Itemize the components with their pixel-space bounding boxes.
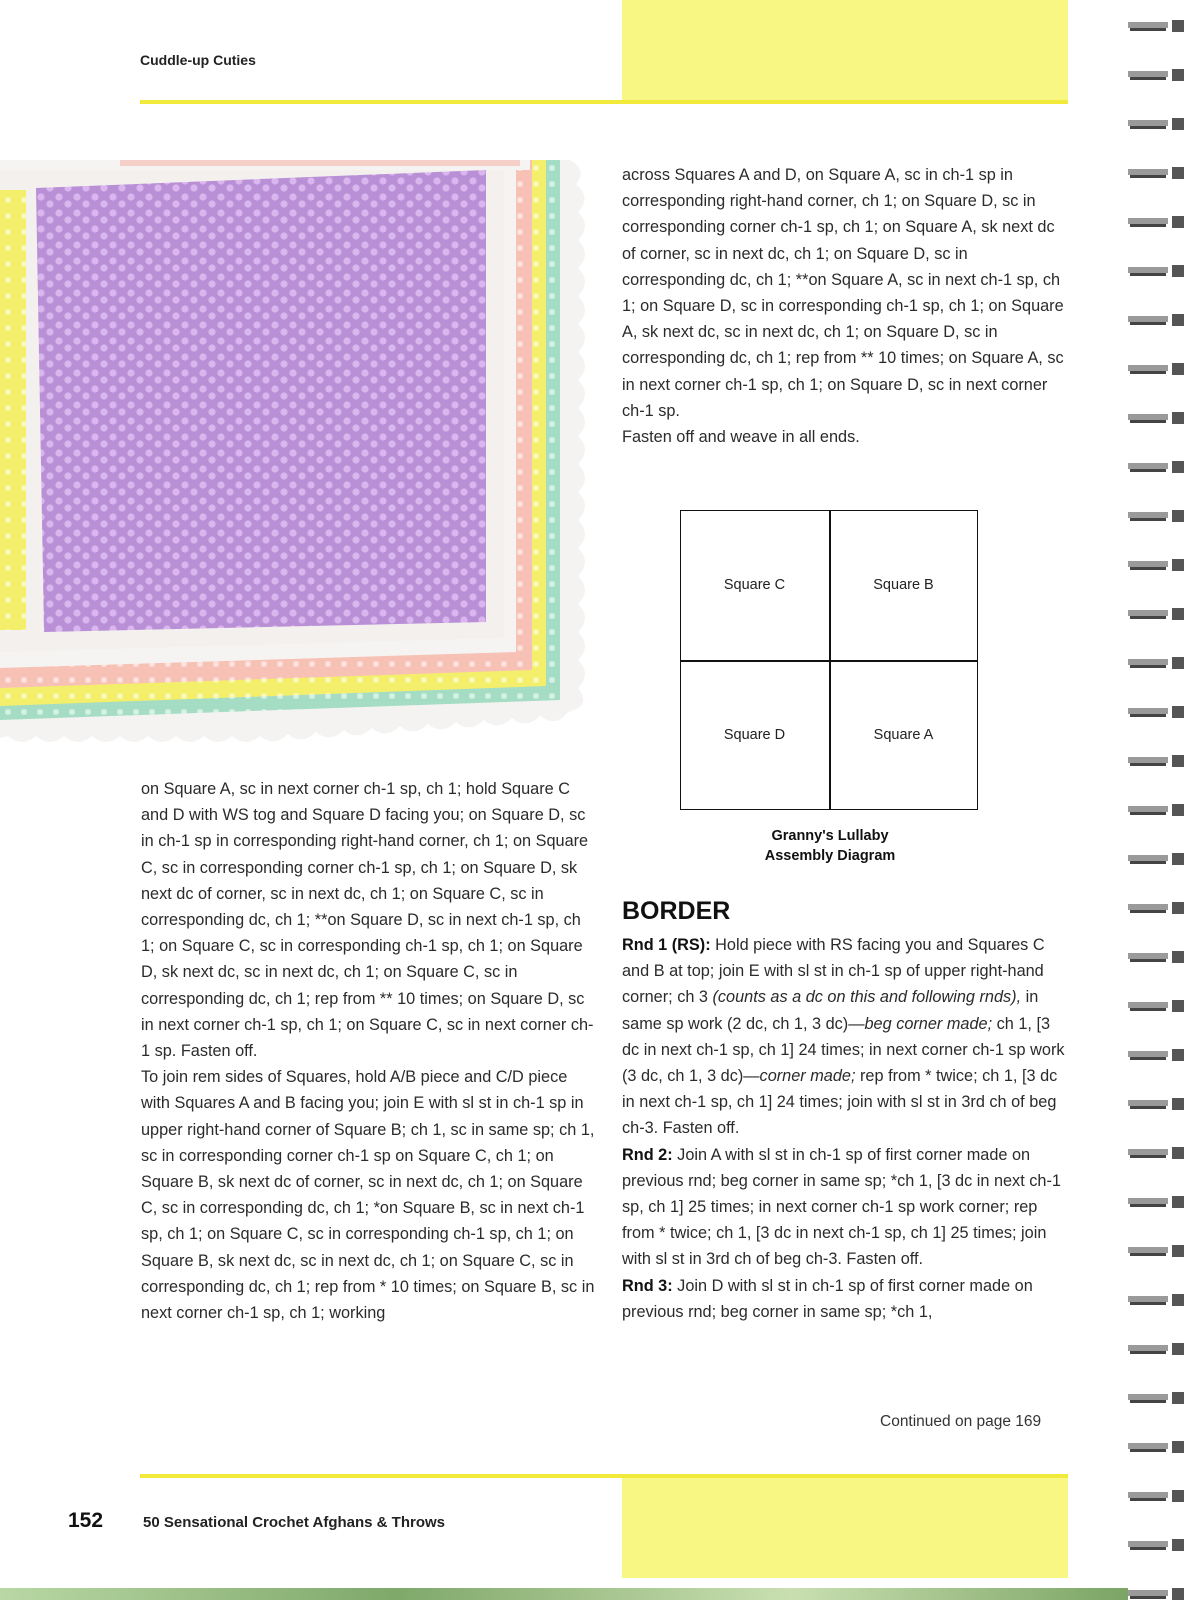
footer-color-block bbox=[622, 1478, 1068, 1578]
header-color-block bbox=[622, 0, 1068, 100]
round-text: Join A with sl st in ch-1 sp of first corner made on previous rnd; beg corner in same sp; *ch 1, [3 dc in next ch-1 sp, ch 1] 25 times; in next corner ch-1 sp work corner; rep from * twice; ch 1, [3 dc in next ch-1 sp, ch 1] 25 times; join with sl st in 3rd ch of beg ch-3. Fasten off. bbox=[622, 1145, 1061, 1269]
diagram-caption bbox=[680, 826, 980, 866]
diagram-cell-square-d: Square D bbox=[723, 727, 786, 743]
round-note: corner made; bbox=[759, 1067, 856, 1086]
right-column-top bbox=[622, 162, 1069, 450]
paragraph: To join rem sides of Squares, hold A/B piece and C/D piece with Squares A and B facing you; join E with sl st in ch-1 sp in upper right-hand corner of Square B; ch 1, sc in same sp; ch 1, sc in corresponding corner ch-1 sp on Square C, ch 1; on Square B, sk next dc of corner, sc in next dc, ch 1; on Square C, sc in corresponding dc, ch 1; *on Square B, sc in next ch-1 sp, ch 1; on Square C, sc in corresponding ch-1 sp, ch 1; on Square B, sk next dc, sc in next dc, ch 1; on Square C, sc in corresponding dc, ch 1; rep from * 10 times; on Square B, sc in next corner ch-1 sp, ch 1; working bbox=[141, 1068, 595, 1323]
section-heading: BORDER bbox=[622, 897, 731, 925]
round-note: (counts as a dc on this and following rnds), bbox=[712, 988, 1022, 1007]
round-text: ch 1, [3 dc in next ch-1 sp, ch 1] 24 times; in next corner ch-1 sp work (3 dc, ch 1, 3 dc)— bbox=[622, 1014, 1065, 1086]
spiral-binding bbox=[1128, 0, 1187, 1600]
header-rule bbox=[140, 100, 1068, 104]
round-text: Hold piece with RS facing you and Squares C and B at top; join E with sl st in ch-1 sp of upper right-hand corner; ch 3 bbox=[622, 936, 1045, 1007]
diagram-caption-line: Assembly Diagram bbox=[764, 848, 896, 864]
blanket-photo bbox=[0, 160, 588, 748]
border-instructions bbox=[622, 932, 1069, 1325]
round-3 bbox=[622, 1273, 1069, 1325]
round-2 bbox=[622, 1142, 1069, 1273]
page-edge bbox=[0, 1588, 1187, 1600]
round-1 bbox=[622, 932, 1069, 1142]
paragraph: across Squares A and D, on Square A, sc in ch-1 sp in corresponding right-hand corner, ch 1; on Square D, sc in corresponding corner ch-1 sp, ch 1; on Square A, sk next dc of corner, sc in next dc, ch 1; on Square D, sc in corresponding dc, ch 1; **on Square A, sc in next ch-1 sp, ch 1; on Square D, sc in corresponding ch-1 sp, ch 1; on Square A, sk next dc, sc in next dc, ch 1; on Square D, sc in corresponding dc, ch 1; rep from ** 10 times; on Square A, sc in next corner ch-1 sp, ch 1; on Square D, sc in next corner ch-1 sp. bbox=[622, 166, 1064, 420]
running-head: Cuddle-up Cuties bbox=[140, 52, 256, 68]
round-text: Join D with sl st in ch-1 sp of first corner made on previous rnd; beg corner in same sp; *ch 1, bbox=[622, 1276, 1033, 1321]
round-note: beg corner made; bbox=[864, 1014, 993, 1033]
assembly-diagram bbox=[680, 510, 978, 810]
left-column bbox=[141, 776, 596, 1326]
paragraph: on Square A, sc in next corner ch-1 sp, ch 1; hold Square C and D with WS tog and Square D facing you; on Square D, sc in ch-1 sp in corresponding right-hand corner, ch 1; on Square C, sc in corresponding corner ch-1 sp, ch 1; on Square D, sk next dc of corner, sc in next dc, ch 1; on Square C, sc in corresponding dc, ch 1; **on Square D, sc in next ch-1 sp, ch 1; on Square C, sc in corresponding ch-1 sp, ch 1; on Square D, sk next dc, sc in next dc, ch 1; on Square C, sc in corresponding dc, ch 1; rep from ** 10 times; on Square D, sc in next corner ch-1 sp, ch 1; on Square C, sc in next corner ch-1 sp. Fasten off. bbox=[141, 780, 594, 1061]
paragraph: Fasten off and weave in all ends. bbox=[622, 428, 860, 447]
round-label: Rnd 1 (RS): bbox=[622, 936, 711, 954]
round-text: in same sp work (2 dc, ch 1, 3 dc)— bbox=[622, 988, 1039, 1033]
continued-note: Continued on page 169 bbox=[880, 1413, 1042, 1430]
diagram-cell-square-b: Square B bbox=[873, 577, 934, 593]
round-label: Rnd 2: bbox=[622, 1145, 673, 1164]
footer-rule bbox=[140, 1474, 1068, 1478]
round-label: Rnd 3: bbox=[622, 1276, 673, 1295]
diagram-cell-square-a: Square A bbox=[873, 727, 934, 743]
diagram-cell-square-c: Square C bbox=[723, 577, 786, 593]
diagram-divider-horizontal bbox=[681, 660, 977, 662]
round-text: rep from * twice; ch 1, [3 dc in next ch-1 sp, ch 1] 24 times; join with sl st in 3rd ch of beg ch-3. Fasten off. bbox=[622, 1067, 1058, 1138]
diagram-caption-line: Granny's Lullaby bbox=[771, 828, 889, 844]
page-number: 152 bbox=[68, 1509, 104, 1532]
book-title: 50 Sensational Crochet Afghans & Throws bbox=[143, 1514, 445, 1531]
